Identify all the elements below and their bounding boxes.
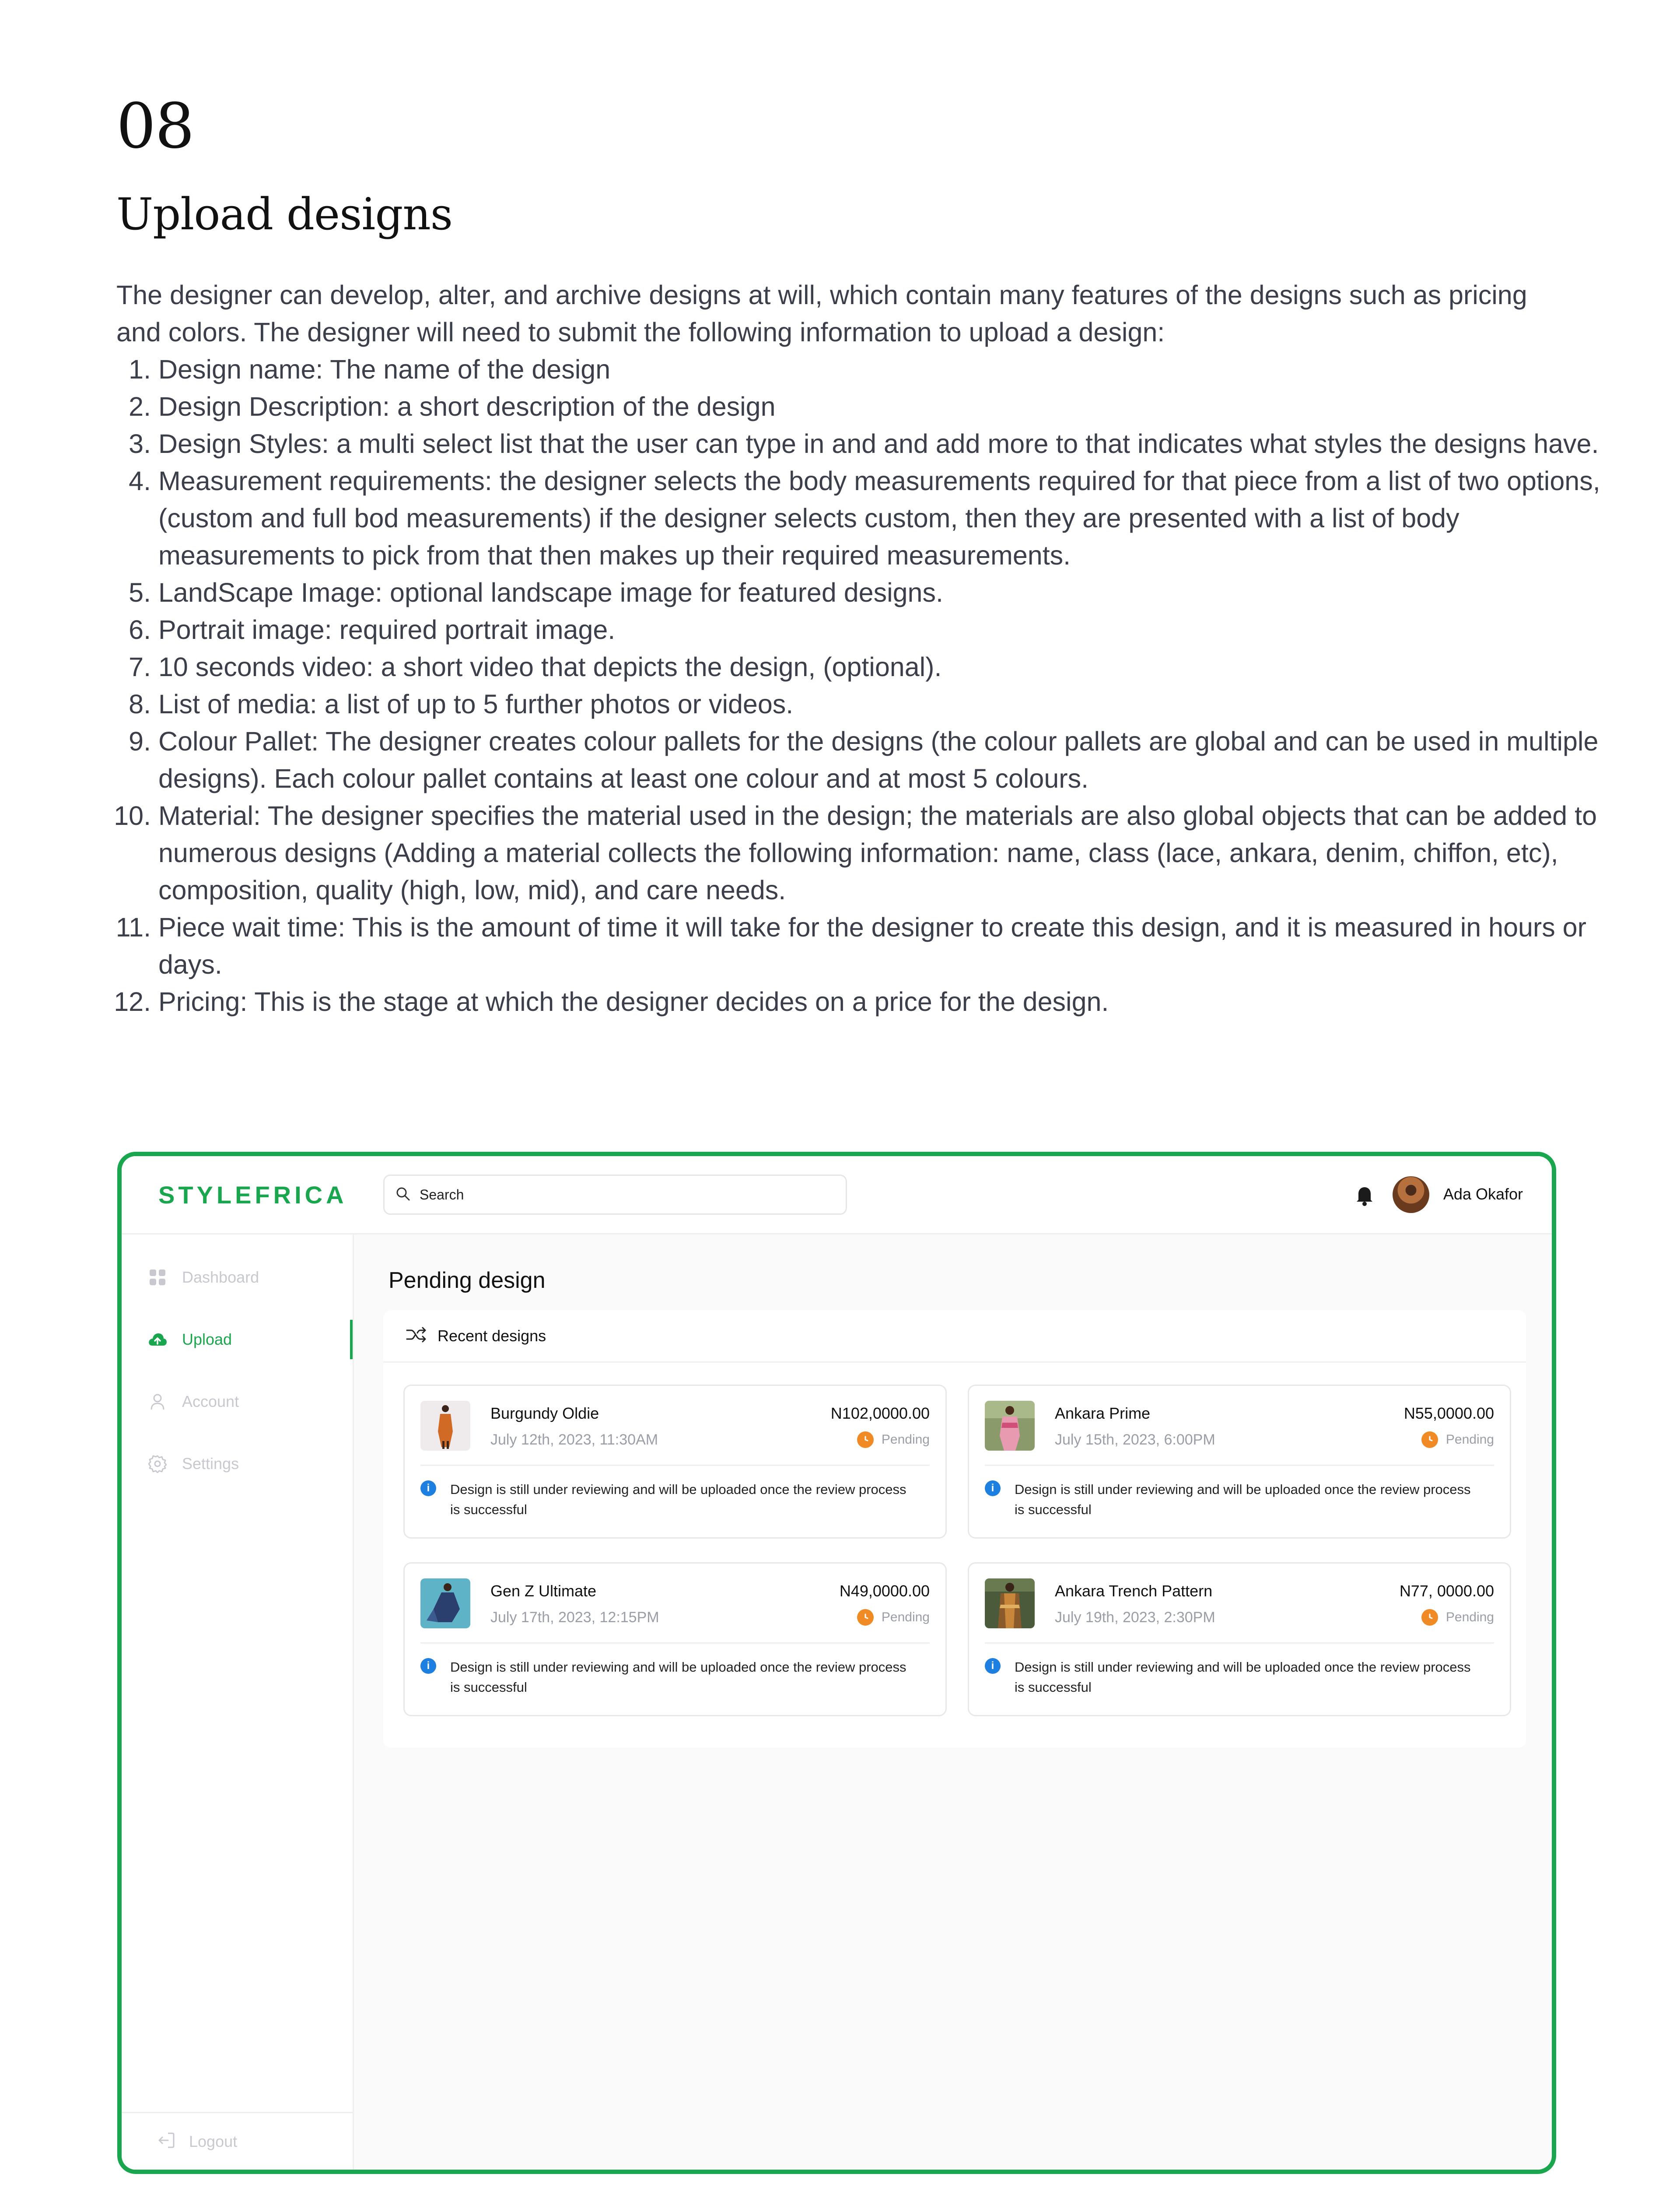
- info-icon: i: [420, 1658, 436, 1674]
- list-item: 7. 10 seconds video: a short video that depicts the design, (optional).: [158, 649, 1611, 686]
- info-icon: i: [985, 1658, 1001, 1674]
- design-price: N49,0000.00: [839, 1582, 930, 1600]
- list-item: 4. Measurement requirements: the designer selects the body measurements required for that piece from a list of two options, (custom and full bod measurements) if the designer selects custom, then they are presented with a list of body measurements to pick from that then makes up their required measurements.: [158, 463, 1611, 574]
- logout-button[interactable]: [122, 2112, 353, 2170]
- design-price: N77, 0000.00: [1399, 1582, 1494, 1600]
- page-title: Pending design: [388, 1268, 546, 1293]
- status-text: Pending: [1446, 1432, 1494, 1447]
- design-thumbnail: [985, 1578, 1035, 1628]
- list-item: 10. Material: The designer specifies the material used in the design; the materials are also global objects that can be added to numerous designs (Adding a material collects the following information: name, class (lace, ankara, denim, chiffon, etc), composition, quality (high, low, mid), and care needs.: [158, 797, 1611, 909]
- divider: [420, 1465, 930, 1466]
- sidebar-item-settings[interactable]: [148, 1444, 353, 1483]
- review-message: Design is still under reviewing and will be uploaded once the review process is successful: [1015, 1482, 1471, 1517]
- list-item: 2. Design Description: a short description of the design: [158, 388, 1611, 425]
- design-thumbnail: [420, 1578, 470, 1628]
- review-note: [420, 1657, 928, 1697]
- status-text: Pending: [881, 1432, 930, 1447]
- design-thumbnail: [420, 1401, 470, 1451]
- clock-icon: [857, 1609, 874, 1626]
- user-icon: [148, 1392, 167, 1411]
- clock-icon: [1421, 1609, 1438, 1626]
- info-icon: i: [420, 1480, 436, 1496]
- list-item: 1. Design name: The name of the design: [158, 351, 1611, 388]
- cloud-upload-icon: [148, 1330, 167, 1349]
- list-item: 6. Portrait image: required portrait image.: [158, 611, 1611, 649]
- status-badge: [1421, 1609, 1494, 1626]
- info-icon: i: [985, 1480, 1001, 1496]
- design-price: N55,0000.00: [1404, 1404, 1494, 1422]
- panel-title: Recent designs: [438, 1326, 546, 1345]
- list-item: 3. Design Styles: a multi select list that the user can type in and and add more to that indicates what styles the designs have.: [158, 425, 1611, 463]
- user-name[interactable]: Ada Okafor: [1443, 1185, 1523, 1203]
- top-bar: [353, 1156, 1552, 1234]
- shuffle-icon: [406, 1327, 427, 1345]
- logout-label: Logout: [189, 2132, 238, 2150]
- gear-icon: [148, 1454, 167, 1473]
- design-card[interactable]: [968, 1562, 1511, 1716]
- section-number: 08: [116, 90, 194, 162]
- review-note: [985, 1480, 1492, 1520]
- list-item: 12. Pricing: This is the stage at which the designer decides on a price for the design.: [158, 983, 1611, 1020]
- list-item: 5. LandScape Image: optional landscape image for featured designs.: [158, 574, 1611, 611]
- grid-icon: [148, 1268, 167, 1287]
- requirements-list: [116, 351, 1611, 1020]
- sidebar-item-dashboard[interactable]: [148, 1258, 353, 1297]
- divider: [985, 1465, 1494, 1466]
- section-intro: The designer can develop, alter, and archive designs at will, which contain many features of the designs such as pricing and colors. The designer will need to submit the following information to upload a design:: [116, 280, 1527, 347]
- sidebar: [122, 1156, 354, 2170]
- search-icon: [395, 1186, 411, 1204]
- sidebar-item-upload[interactable]: [148, 1320, 353, 1359]
- divider: [420, 1642, 930, 1644]
- review-message: Design is still under reviewing and will be uploaded once the review process is successful: [450, 1482, 906, 1517]
- design-date: July 17th, 2023, 12:15PM: [490, 1609, 659, 1626]
- logout-icon: [157, 2131, 176, 2152]
- status-badge: [857, 1609, 930, 1626]
- design-card[interactable]: [968, 1385, 1511, 1539]
- review-message: Design is still under reviewing and will be uploaded once the review process is successful: [1015, 1659, 1471, 1695]
- recent-designs-panel: [383, 1310, 1526, 1748]
- status-badge: [857, 1431, 930, 1448]
- sidebar-item-label: Dashboard: [182, 1268, 259, 1286]
- design-card[interactable]: [403, 1385, 947, 1539]
- divider: [122, 1233, 353, 1234]
- brand-logo[interactable]: STYLEFRICA: [158, 1181, 347, 1209]
- sidebar-item-label: Upload: [182, 1330, 232, 1348]
- design-date: July 19th, 2023, 2:30PM: [1055, 1609, 1215, 1626]
- list-item: 9. Colour Pallet: The designer creates colour pallets for the designs (the colour pallets are global and can be used in multiple designs). Each colour pallet contains at least one colour and at most 5 colours.: [158, 723, 1611, 797]
- review-message: Design is still under reviewing and will be uploaded once the review process is successful: [450, 1659, 906, 1695]
- design-name: Ankara Prime: [1055, 1404, 1151, 1422]
- status-badge: [1421, 1431, 1494, 1448]
- design-name: Ankara Trench Pattern: [1055, 1582, 1213, 1600]
- list-item: 8. List of media: a list of up to 5 further photos or videos.: [158, 686, 1611, 723]
- search-input[interactable]: [419, 1186, 814, 1203]
- clock-icon: [857, 1431, 874, 1448]
- clock-icon: [1421, 1431, 1438, 1448]
- sidebar-item-label: Account: [182, 1392, 239, 1410]
- section-title: Upload designs: [116, 189, 453, 240]
- design-date: July 12th, 2023, 11:30AM: [490, 1431, 658, 1448]
- sidebar-item-label: Settings: [182, 1455, 239, 1473]
- panel-header: [383, 1310, 1526, 1363]
- bell-icon[interactable]: [1352, 1182, 1377, 1207]
- design-price: N102,0000.00: [830, 1404, 930, 1422]
- divider: [985, 1642, 1494, 1644]
- design-name: Burgundy Oldie: [490, 1404, 599, 1422]
- design-date: July 15th, 2023, 6:00PM: [1055, 1431, 1215, 1448]
- design-thumbnail: [985, 1401, 1035, 1451]
- avatar[interactable]: [1393, 1176, 1429, 1213]
- review-note: [985, 1657, 1492, 1697]
- status-text: Pending: [1446, 1610, 1494, 1624]
- app-screenshot-frame: [117, 1152, 1556, 2174]
- design-name: Gen Z Ultimate: [490, 1582, 597, 1600]
- status-text: Pending: [881, 1610, 930, 1624]
- design-card[interactable]: [403, 1562, 947, 1716]
- sidebar-item-account[interactable]: [148, 1382, 353, 1421]
- search-box[interactable]: [383, 1175, 847, 1215]
- list-item: 11. Piece wait time: This is the amount of time it will take for the designer to create this design, and it is measured in hours or days.: [158, 909, 1611, 983]
- review-note: [420, 1480, 928, 1520]
